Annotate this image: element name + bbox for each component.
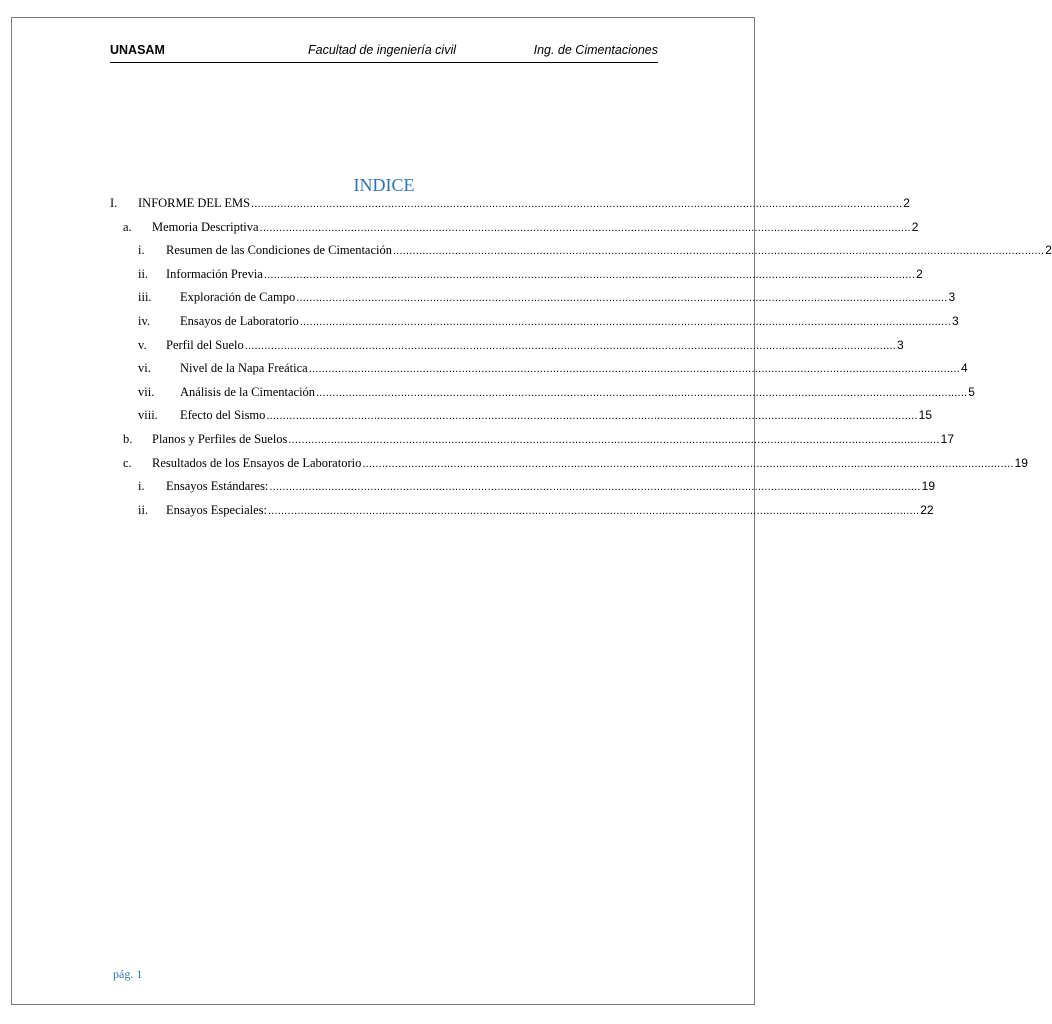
toc-entry-page: 22 bbox=[920, 502, 934, 517]
toc-entry-label: Perfil del Suelo bbox=[166, 337, 244, 352]
toc-entry-label: Resumen de las Condiciones de Cimentación bbox=[166, 243, 392, 258]
toc-entry[interactable] bbox=[138, 337, 904, 358]
toc-entry-number: I. bbox=[110, 196, 118, 210]
toc-entry-number: i. bbox=[138, 479, 145, 494]
toc-entry-label: Ensayos de Laboratorio bbox=[180, 314, 299, 328]
toc-entry[interactable] bbox=[138, 384, 975, 405]
toc-entry-label: Resultados de los Ensayos de Laboratorio bbox=[152, 455, 362, 470]
toc-dot-leader: ........................................................................................................................................................................................................ bbox=[299, 316, 951, 328]
toc-entry[interactable] bbox=[138, 314, 959, 334]
toc-entry-number: ii. bbox=[138, 502, 149, 517]
toc-entry-number: iii. bbox=[138, 290, 152, 305]
toc-entry-number: v. bbox=[138, 337, 147, 352]
toc-entry-page: 5 bbox=[968, 384, 975, 399]
toc-entry-page: 2 bbox=[911, 219, 919, 234]
toc-entry[interactable] bbox=[138, 243, 1052, 263]
toc-entry[interactable] bbox=[123, 432, 955, 452]
toc-entry[interactable] bbox=[138, 479, 935, 499]
toc-entry-page: 2 bbox=[1045, 243, 1052, 258]
toc-entry-page: 3 bbox=[948, 290, 956, 305]
toc-dot-leader: ........................................................................................................................................................................................................ bbox=[393, 245, 1045, 258]
toc-entry-page: 2 bbox=[903, 196, 910, 210]
toc-entry-label: Ensayos Estándares: bbox=[166, 479, 269, 494]
toc-entry-page: 17 bbox=[940, 432, 955, 446]
toc-entry-number: vii. bbox=[138, 384, 155, 399]
toc-dot-leader: ........................................................................................................................................................................................................ bbox=[288, 434, 940, 446]
toc-entry[interactable] bbox=[138, 266, 923, 287]
toc-entry-number: c. bbox=[123, 455, 132, 470]
page-header bbox=[110, 42, 658, 63]
toc-entry-page: 15 bbox=[918, 408, 932, 423]
toc-entry-page: 19 bbox=[921, 479, 935, 494]
toc-entry-label: INFORME DEL EMS bbox=[138, 196, 251, 210]
header-university: UNASAM bbox=[110, 43, 165, 57]
toc-dot-leader: ........................................................................................................................................................................................................ bbox=[316, 386, 968, 399]
toc-entry[interactable] bbox=[138, 361, 968, 381]
toc-entry-number: ii. bbox=[138, 266, 149, 281]
toc-entry-number: vi. bbox=[138, 361, 151, 376]
toc-dot-leader: ........................................................................................................................................................................................................ bbox=[362, 457, 1014, 470]
toc-entry[interactable] bbox=[110, 196, 910, 216]
toc-entry-number: i. bbox=[138, 243, 145, 258]
toc-entry-number: iv. bbox=[138, 314, 151, 328]
toc-entry[interactable] bbox=[138, 290, 956, 310]
toc-entry[interactable] bbox=[138, 408, 932, 428]
toc-title: INDICE bbox=[353, 175, 415, 195]
toc-entry-number: b. bbox=[123, 432, 133, 446]
toc-entry-label: Memoria Descriptiva bbox=[152, 219, 259, 234]
toc-dot-leader: ........................................................................................................................................................................................................ bbox=[268, 504, 920, 517]
toc-entry-label: Ensayos Especiales: bbox=[166, 502, 268, 517]
toc-dot-leader: ........................................................................................................................................................................................................ bbox=[263, 268, 916, 281]
toc-entry-label: Planos y Perfiles de Suelos bbox=[152, 432, 288, 446]
toc-entry-page: 3 bbox=[951, 314, 959, 328]
toc-entry[interactable] bbox=[123, 219, 919, 240]
toc-entry-label: Exploración de Campo bbox=[180, 290, 296, 305]
toc-dot-leader: ........................................................................................................................................................................................................ bbox=[259, 221, 911, 234]
toc-entry-page: 4 bbox=[960, 361, 968, 376]
toc-entry-label: Nivel de la Napa Freática bbox=[180, 361, 308, 376]
toc-entry-page: 3 bbox=[897, 337, 904, 352]
toc-entry-label: Información Previa bbox=[166, 266, 263, 281]
header-faculty: Facultad de ingeniería civil bbox=[308, 43, 456, 57]
toc-dot-leader: ........................................................................................................................................................................................................ bbox=[296, 292, 948, 305]
toc-entry-page: 2 bbox=[916, 266, 923, 281]
toc-dot-leader: ........................................................................................................................................................................................................ bbox=[244, 339, 896, 352]
toc-entry[interactable] bbox=[138, 502, 934, 523]
toc-entry-label: Efecto del Sismo bbox=[180, 408, 266, 423]
toc-entry-number: a. bbox=[123, 219, 132, 234]
toc-entry-label: Análisis de la Cimentación bbox=[180, 384, 316, 399]
page-number-footer: pág. 1 bbox=[113, 967, 143, 981]
header-course: Ing. de Cimentaciones bbox=[533, 43, 658, 57]
toc-entry[interactable] bbox=[123, 455, 1028, 476]
toc-entry-number: viii. bbox=[138, 408, 158, 423]
toc-dot-leader: ........................................................................................................................................................................................................ bbox=[269, 481, 921, 494]
toc-dot-leader: ........................................................................................................................................................................................................ bbox=[251, 198, 903, 210]
toc-dot-leader: ........................................................................................................................................................................................................ bbox=[266, 410, 918, 423]
toc-entry-page: 19 bbox=[1014, 455, 1028, 470]
toc-dot-leader: ........................................................................................................................................................................................................ bbox=[308, 363, 960, 376]
